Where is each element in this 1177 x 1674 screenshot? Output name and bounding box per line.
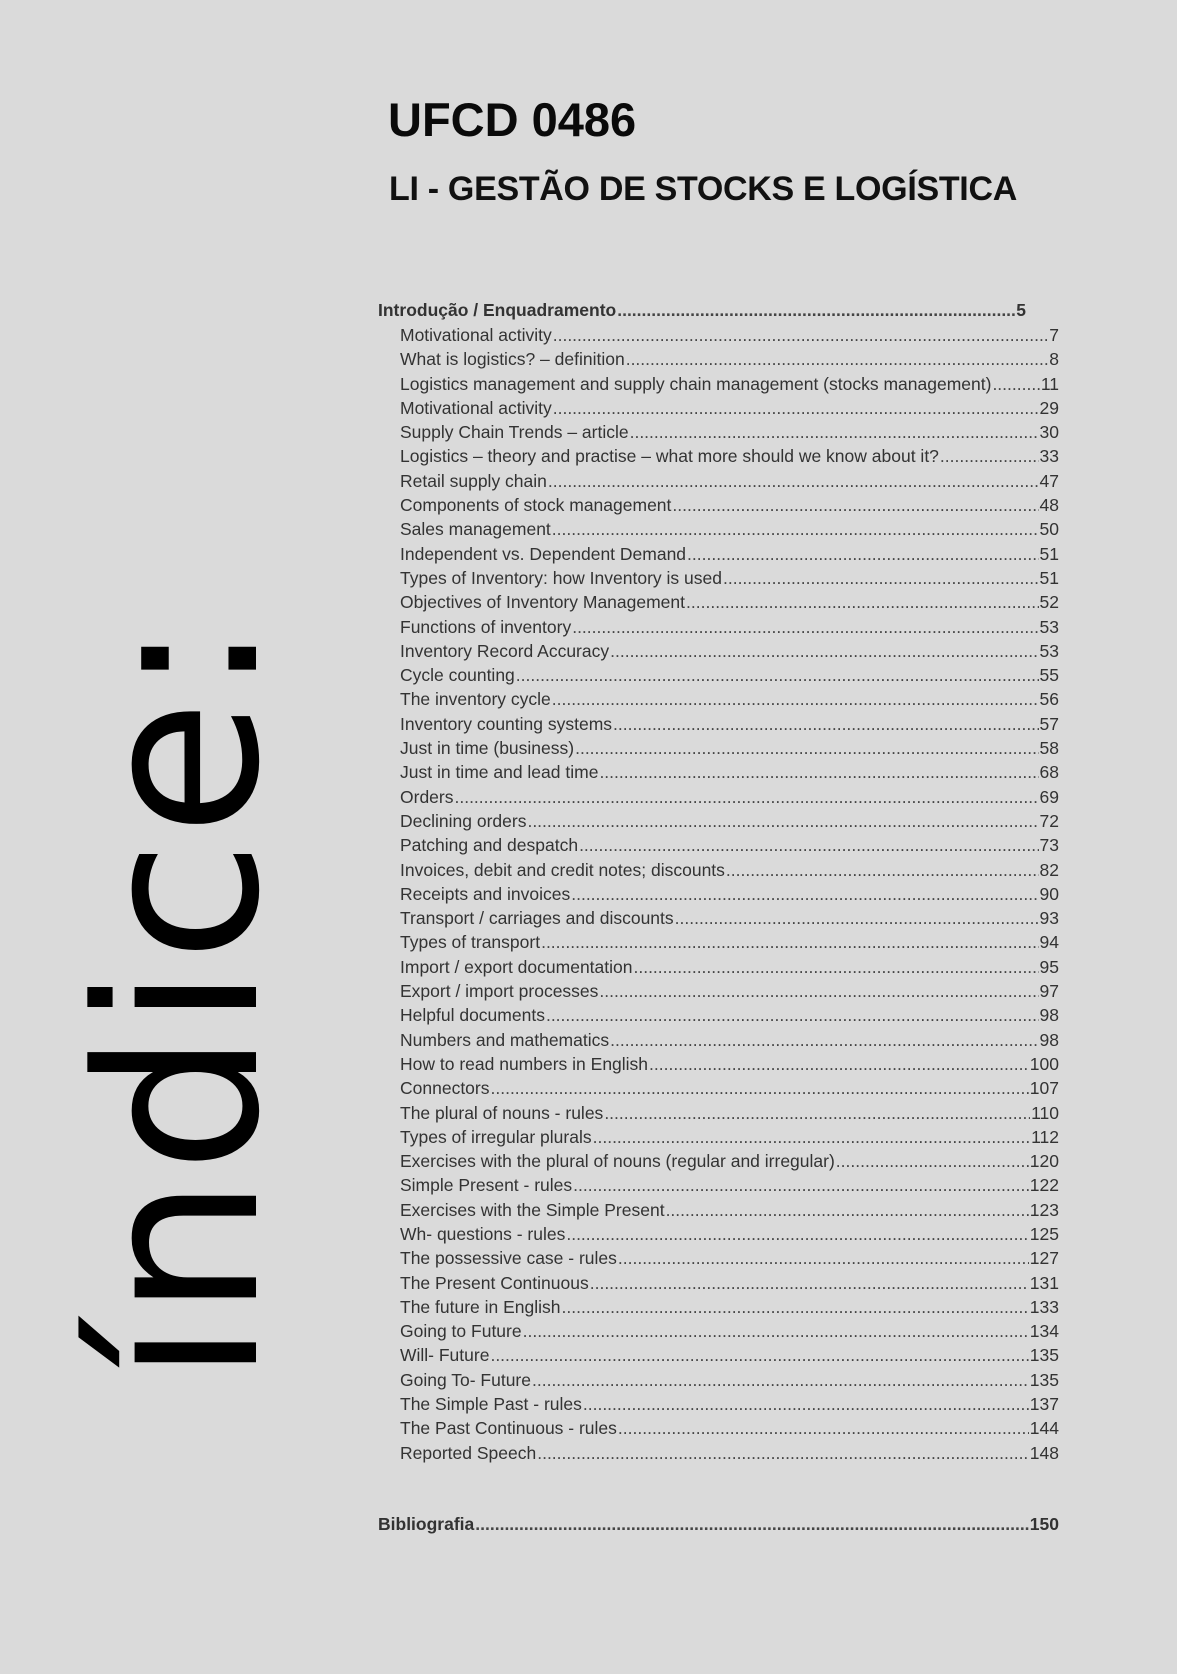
toc-entry bbox=[400, 1198, 1059, 1222]
toc-entry-title: Just in time and lead time bbox=[400, 762, 599, 783]
toc-entry bbox=[400, 833, 1059, 857]
toc-entry bbox=[400, 1295, 1059, 1319]
dot-leader bbox=[618, 1246, 1029, 1270]
toc-entry bbox=[400, 979, 1059, 1003]
toc-entry bbox=[400, 1125, 1059, 1149]
toc-entry-page: 95 bbox=[1039, 956, 1059, 977]
toc-entry-page: 82 bbox=[1039, 859, 1059, 880]
dot-leader bbox=[552, 687, 1039, 711]
dot-leader bbox=[599, 760, 1038, 784]
dot-leader bbox=[604, 1101, 1030, 1125]
toc-entry-page: 30 bbox=[1039, 422, 1059, 443]
toc-entry-title: Import / export documentation bbox=[400, 956, 633, 977]
toc-entry bbox=[400, 1271, 1059, 1295]
toc-entry bbox=[400, 1441, 1059, 1465]
toc-entry-page: 122 bbox=[1029, 1175, 1059, 1196]
dot-leader bbox=[675, 906, 1039, 930]
dot-leader bbox=[475, 1514, 1029, 1535]
toc-entry bbox=[400, 396, 1059, 420]
toc-entry-title: Going to Future bbox=[400, 1321, 522, 1342]
dot-leader bbox=[726, 858, 1039, 882]
toc-entry bbox=[400, 1052, 1059, 1076]
dot-leader bbox=[572, 615, 1038, 639]
toc-entry-page: 51 bbox=[1039, 567, 1059, 588]
toc-entry-intro bbox=[378, 300, 1026, 323]
toc-entry-title: Just in time (business) bbox=[400, 738, 575, 759]
toc-entry-page: 69 bbox=[1039, 786, 1059, 807]
toc-entry bbox=[400, 1392, 1059, 1416]
toc-entry-title: Motivational activity bbox=[400, 397, 552, 418]
toc-entry-title: Components of stock management bbox=[400, 495, 672, 516]
toc-entry-title: Going To- Future bbox=[400, 1369, 531, 1390]
course-code: UFCD 0486 bbox=[388, 93, 637, 146]
dot-leader bbox=[566, 1222, 1028, 1246]
toc-entry-page: 11 bbox=[1040, 373, 1059, 394]
toc-entry-title: The plural of nouns - rules bbox=[400, 1102, 604, 1123]
toc-entry-page: 93 bbox=[1039, 908, 1059, 929]
toc-entry bbox=[400, 590, 1059, 614]
toc-entry-page: 123 bbox=[1029, 1199, 1059, 1220]
toc-entry bbox=[400, 955, 1059, 979]
toc-entry bbox=[400, 930, 1059, 954]
toc-entry-page: 68 bbox=[1039, 762, 1059, 783]
dot-leader bbox=[593, 1125, 1030, 1149]
toc-entry bbox=[400, 444, 1059, 468]
toc-entry bbox=[400, 882, 1059, 906]
dot-leader bbox=[992, 372, 1039, 396]
dot-leader bbox=[613, 712, 1038, 736]
toc-entry-title: Export / import processes bbox=[400, 981, 599, 1002]
toc-entry-title: Transport / carriages and discounts bbox=[400, 908, 674, 929]
toc-entry-title: Orders bbox=[400, 786, 454, 807]
toc-entry bbox=[400, 785, 1059, 809]
dot-leader bbox=[537, 1441, 1029, 1465]
dot-leader bbox=[610, 639, 1038, 663]
toc-entry bbox=[400, 858, 1059, 882]
dot-leader bbox=[687, 542, 1038, 566]
dot-leader bbox=[599, 979, 1038, 1003]
dot-leader bbox=[617, 300, 1015, 321]
dot-leader bbox=[552, 517, 1039, 541]
toc-entry-page: 150 bbox=[1029, 1514, 1059, 1534]
toc-entry bbox=[400, 615, 1059, 639]
toc-entry-title: Invoices, debit and credit notes; discounts bbox=[400, 859, 725, 880]
toc-entry-title: Retail supply chain bbox=[400, 470, 547, 491]
toc-entry-title: Exercises with the plural of nouns (regular and irregular) bbox=[400, 1151, 835, 1172]
toc-entry-title: Inventory Record Accuracy bbox=[400, 640, 610, 661]
toc-entry-title: The inventory cycle bbox=[400, 689, 551, 710]
toc-entry-title: The future in English bbox=[400, 1296, 561, 1317]
toc-entry-title: The Simple Past - rules bbox=[400, 1394, 582, 1415]
toc-entry-page: 144 bbox=[1029, 1418, 1059, 1439]
dot-leader bbox=[546, 1003, 1039, 1027]
toc-entry-page: 58 bbox=[1039, 738, 1059, 759]
side-title: índice: bbox=[51, 616, 309, 1384]
toc-entry-title: Inventory counting systems bbox=[400, 713, 613, 734]
dot-leader bbox=[666, 1198, 1029, 1222]
dot-leader bbox=[454, 785, 1038, 809]
toc-entry bbox=[400, 469, 1059, 493]
toc-entry-bibliography bbox=[378, 1514, 1059, 1535]
toc-entry bbox=[400, 372, 1059, 396]
dot-leader bbox=[548, 469, 1039, 493]
toc-entry-page: 98 bbox=[1039, 1029, 1059, 1050]
toc-entry bbox=[400, 809, 1059, 833]
toc-entry-title: Connectors bbox=[400, 1078, 490, 1099]
toc-entry-page: 7 bbox=[1049, 325, 1059, 345]
toc-entry bbox=[400, 1101, 1059, 1125]
toc-entry-title: Logistics – theory and practise – what more should we know about it? bbox=[400, 446, 939, 467]
toc-entry-title: Exercises with the Simple Present bbox=[400, 1199, 665, 1220]
toc-entry-page: 55 bbox=[1039, 665, 1059, 686]
toc-entry bbox=[400, 1173, 1059, 1197]
toc-entry bbox=[400, 1246, 1059, 1270]
toc-entry-title: The Past Continuous - rules bbox=[400, 1418, 617, 1439]
toc-entry-title: Bibliografia bbox=[378, 1514, 475, 1534]
toc-entry bbox=[400, 1343, 1059, 1367]
toc-entry-title: Functions of inventory bbox=[400, 616, 572, 637]
toc-entry-title: Patching and despatch bbox=[400, 835, 579, 856]
toc-entry-title: What is logistics? – definition bbox=[400, 349, 625, 370]
dot-leader bbox=[630, 420, 1039, 444]
toc-entry-page: 98 bbox=[1039, 1005, 1059, 1026]
toc-entry-title: Will- Future bbox=[400, 1345, 490, 1366]
toc-entry-page: 56 bbox=[1039, 689, 1059, 710]
toc-entry-page: 97 bbox=[1039, 981, 1059, 1002]
toc-entry-page: 112 bbox=[1031, 1126, 1059, 1147]
dot-leader bbox=[723, 566, 1039, 590]
dot-leader bbox=[490, 1343, 1028, 1367]
toc-entry-title: Receipts and invoices bbox=[400, 883, 571, 904]
toc-entry-page: 29 bbox=[1039, 397, 1059, 418]
toc-entry-page: 5 bbox=[1016, 300, 1026, 320]
toc-entry-title: Supply Chain Trends – article bbox=[400, 422, 629, 443]
toc-entry bbox=[400, 1368, 1059, 1392]
toc-entry-title: Simple Present - rules bbox=[400, 1175, 573, 1196]
toc-entry bbox=[400, 663, 1059, 687]
toc-entry bbox=[400, 1076, 1059, 1100]
toc-entry bbox=[400, 639, 1059, 663]
toc-entry-page: 100 bbox=[1029, 1053, 1059, 1074]
toc-entry-page: 125 bbox=[1029, 1223, 1059, 1244]
toc-entry-page: 72 bbox=[1039, 810, 1059, 831]
toc-entry-page: 134 bbox=[1029, 1321, 1059, 1342]
dot-leader bbox=[583, 1392, 1029, 1416]
toc-entry bbox=[400, 1416, 1059, 1440]
course-title: LI - GESTÃO DE STOCKS E LOGÍSTICA bbox=[389, 170, 1017, 208]
dot-leader bbox=[571, 882, 1038, 906]
dot-leader bbox=[610, 1028, 1038, 1052]
toc-entry-title: Reported Speech bbox=[400, 1442, 537, 1463]
toc-entry bbox=[400, 517, 1059, 541]
toc-entry-page: 133 bbox=[1029, 1296, 1059, 1317]
toc-entry-title: Independent vs. Dependent Demand bbox=[400, 543, 687, 564]
toc-entry bbox=[400, 566, 1059, 590]
dot-leader bbox=[516, 663, 1039, 687]
toc-entry-page: 53 bbox=[1039, 616, 1059, 637]
toc-entry bbox=[400, 1222, 1059, 1246]
dot-leader bbox=[940, 444, 1039, 468]
dot-leader bbox=[633, 955, 1038, 979]
toc-entry-title: The possessive case - rules bbox=[400, 1248, 617, 1269]
toc-entry-page: 73 bbox=[1039, 835, 1059, 856]
dot-leader bbox=[573, 1173, 1029, 1197]
toc-entry-page: 110 bbox=[1031, 1102, 1059, 1123]
dot-leader bbox=[649, 1052, 1029, 1076]
toc-entry bbox=[400, 1149, 1059, 1173]
toc-entry-page: 148 bbox=[1029, 1442, 1059, 1463]
dot-leader bbox=[553, 323, 1049, 347]
toc-entry-title: Objectives of Inventory Management bbox=[400, 592, 686, 613]
dot-leader bbox=[590, 1271, 1029, 1295]
toc-entry-page: 94 bbox=[1039, 932, 1059, 953]
toc-entry-page: 120 bbox=[1029, 1151, 1059, 1172]
toc-entry-page: 48 bbox=[1039, 495, 1059, 516]
toc-entry-title: Types of irregular plurals bbox=[400, 1126, 592, 1147]
toc-entry-title: Helpful documents bbox=[400, 1005, 545, 1026]
toc-entry-page: 47 bbox=[1039, 470, 1059, 491]
toc-entry bbox=[400, 542, 1059, 566]
toc-entry-page: 137 bbox=[1029, 1394, 1059, 1415]
toc-entry-page: 33 bbox=[1039, 446, 1059, 467]
dot-leader bbox=[523, 1319, 1029, 1343]
toc-entry-title: How to read numbers in English bbox=[400, 1053, 649, 1074]
dot-leader bbox=[491, 1076, 1029, 1100]
toc-entry-title: Cycle counting bbox=[400, 665, 515, 686]
toc-entry-title: Introdução / Enquadramento bbox=[378, 300, 617, 320]
toc-entry-title: Types of transport bbox=[400, 932, 541, 953]
toc-entry-title: The Present Continuous bbox=[400, 1272, 589, 1293]
toc-entry-page: 52 bbox=[1039, 592, 1059, 613]
dot-leader bbox=[575, 736, 1038, 760]
toc-entry bbox=[400, 347, 1059, 371]
dot-leader bbox=[532, 1368, 1029, 1392]
table-of-contents bbox=[400, 323, 1059, 1465]
dot-leader bbox=[672, 493, 1038, 517]
toc-entry bbox=[400, 687, 1059, 711]
dot-leader bbox=[836, 1149, 1029, 1173]
toc-entry-page: 135 bbox=[1029, 1369, 1059, 1390]
toc-entry-page: 107 bbox=[1029, 1078, 1059, 1099]
toc-entry-page: 135 bbox=[1029, 1345, 1059, 1366]
toc-entry bbox=[400, 760, 1059, 784]
dot-leader bbox=[686, 590, 1039, 614]
toc-entry bbox=[400, 420, 1059, 444]
dot-leader bbox=[541, 930, 1038, 954]
toc-entry-title: Motivational activity bbox=[400, 325, 552, 345]
toc-entry-page: 53 bbox=[1039, 640, 1059, 661]
toc-entry bbox=[400, 1003, 1059, 1027]
dot-leader bbox=[553, 396, 1039, 420]
toc-entry bbox=[400, 493, 1059, 517]
toc-entry bbox=[400, 323, 1059, 347]
toc-entry-page: 57 bbox=[1039, 713, 1059, 734]
dot-leader bbox=[562, 1295, 1029, 1319]
toc-entry-page: 50 bbox=[1039, 519, 1059, 540]
toc-entry-title: Sales management bbox=[400, 519, 551, 540]
toc-entry bbox=[400, 712, 1059, 736]
toc-entry-title: Numbers and mathematics bbox=[400, 1029, 610, 1050]
dot-leader bbox=[527, 809, 1038, 833]
toc-entry-page: 8 bbox=[1049, 349, 1059, 370]
toc-entry bbox=[400, 1319, 1059, 1343]
toc-entry bbox=[400, 736, 1059, 760]
dot-leader bbox=[618, 1416, 1029, 1440]
toc-entry-title: Wh- questions - rules bbox=[400, 1223, 566, 1244]
dot-leader bbox=[579, 833, 1038, 857]
toc-entry bbox=[400, 906, 1059, 930]
toc-entry-title: Types of Inventory: how Inventory is used bbox=[400, 567, 722, 588]
toc-entry-page: 127 bbox=[1029, 1248, 1059, 1269]
toc-entry bbox=[400, 1028, 1059, 1052]
dot-leader bbox=[626, 347, 1049, 371]
toc-entry-title: Declining orders bbox=[400, 810, 527, 831]
toc-entry-page: 51 bbox=[1039, 543, 1059, 564]
toc-entry-title: Logistics management and supply chain management (stocks management) bbox=[400, 373, 992, 394]
toc-entry-page: 131 bbox=[1029, 1272, 1059, 1293]
toc-entry-page: 90 bbox=[1039, 883, 1059, 904]
